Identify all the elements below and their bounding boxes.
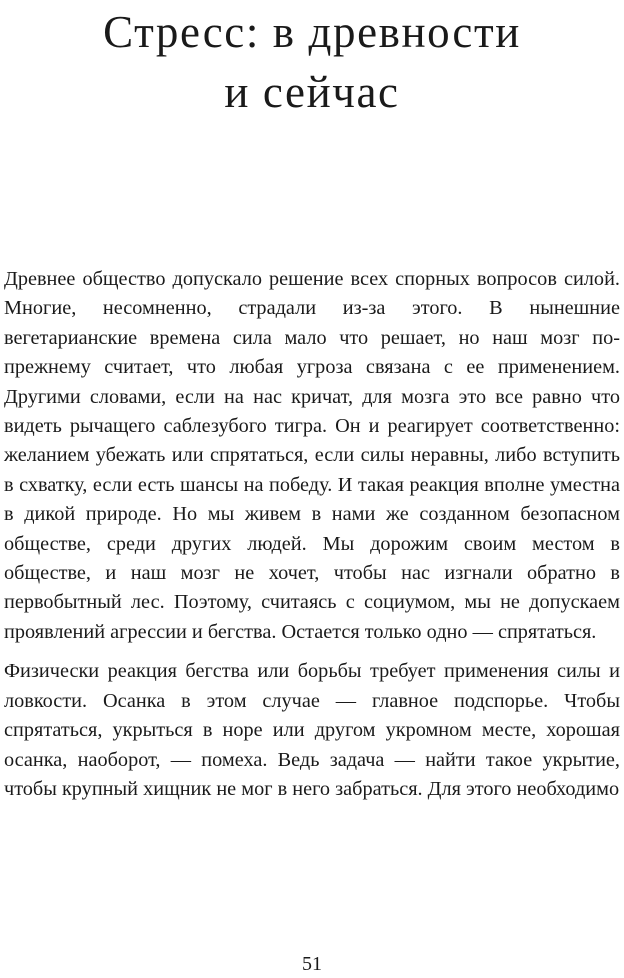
- paragraph-2: Физически реакция бегства или борьбы требует применения силы и ловкости. Осанка в этом случае — главное подспорье. Чтобы спрятаться, укрыться в норе или другом укромном месте, хорошая осанка, наоборот, — помеха. Ведь задача — найти такое укрытие, чтобы крупный хищник не мог в него забраться. Для этого необходимо: [4, 660, 620, 800]
- paragraph-1: Древнее общество допускало решение всех спорных вопросов силой. Многие, несомненно, страдали из-за этого. В нынешние вегетарианские времена сила мало что решает, но наш мозг по-прежнему считает, что любая угроза связана с ее применением. Другими словами, если на нас кричат, для мозга это все равно что видеть рычащего саблезубого тигра. Он и реагирует соответственно: желанием убежать или спрятаться, если силы неравны, либо вступить в схватку, если есть шансы на победу. И такая реакция вполне уместна в дикой природе. Но мы живем в нами же созданном безопасном обществе, среди других людей. Мы дорожим своим местом в обществе, и наш мозг не хочет, чтобы нас изгнали обратно в первобытный лес. Поэтому, считаясь с социумом, мы не допускаем проявлений агрессии и бегства. Остается только одно — спрятаться.: [4, 268, 620, 643]
- page-title-line-2: и сейчас: [224, 67, 400, 117]
- body-text: [4, 265, 620, 804]
- page-number: 51: [302, 953, 322, 975]
- page-title: [0, 2, 624, 122]
- page-title-line-1: Стресс: в древности: [103, 7, 521, 57]
